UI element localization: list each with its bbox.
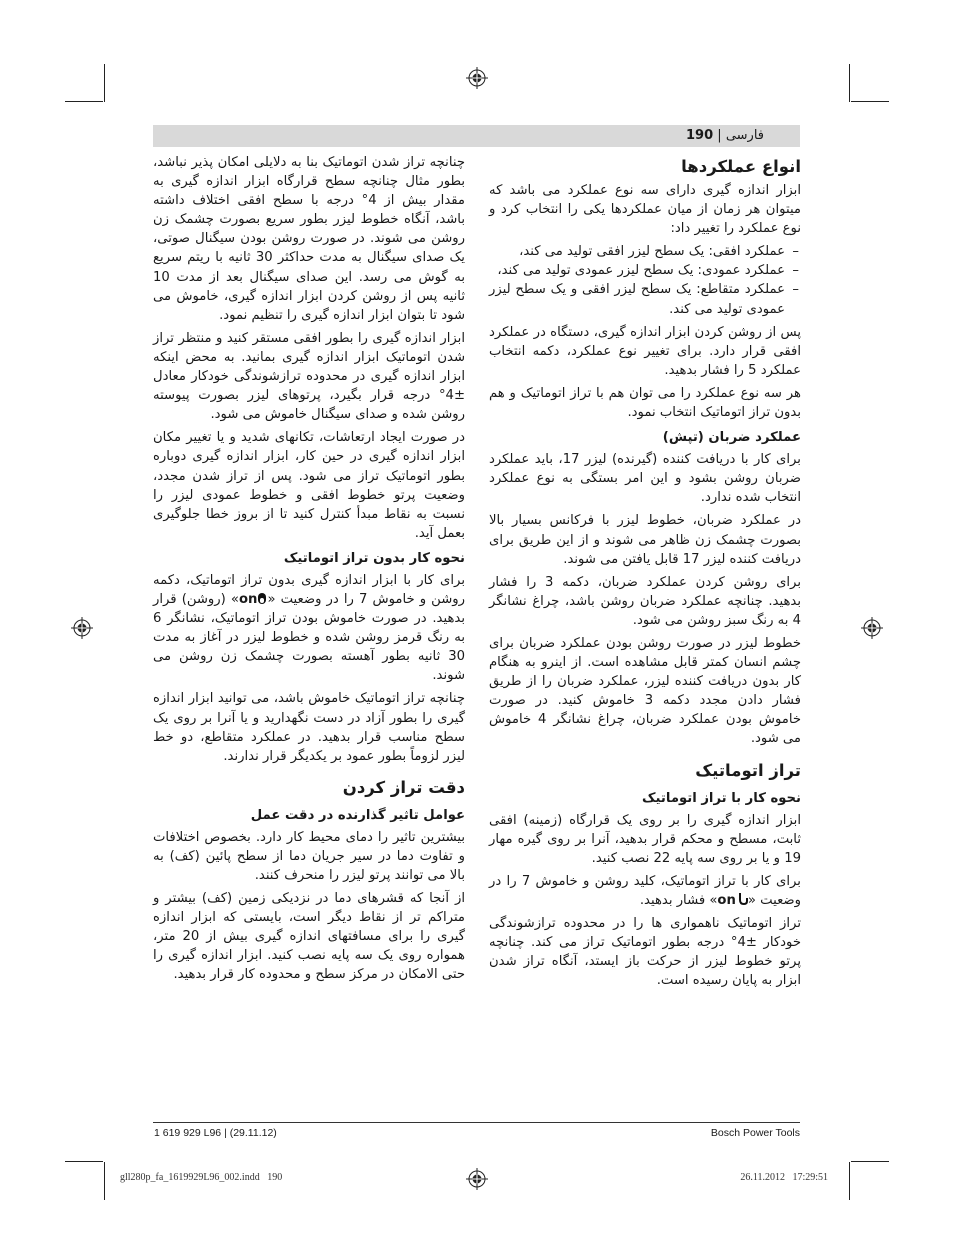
paragraph-pulse-2: در عملکرد ضربان، خطوط لیزر با فرکانس بسیار بالا بصورت چشمک زن ظاهر می شوند و از این طریق برای دریافت کننده لیزر 17 قابل یافتن می شوند.	[489, 513, 801, 567]
paragraph-no-auto-2: چنانچه تراز اتوماتیک خاموش باشد، می توانید ابزار اندازه گیری را بطور آزاد در دست نگهدارید و یا آنرا بر روی یک سطح مناسب قرار بدهید. در عملکرد متقاطع، دو خط لیزر لزوماً بطور عمود بر یکدیگر قرار ندارند.	[153, 691, 465, 764]
footer-divider	[153, 1122, 800, 1123]
crop-mark	[849, 1162, 850, 1200]
heading-auto-work: نحوه کار با تراز اتوماتیک	[642, 790, 801, 806]
modes-list	[489, 242, 801, 318]
paragraph-temperature: بیشترین تاثیر را دمای محیط کار دارد. بخصوص اختلافات و تفاوت دما در سیر جریان دما از سطح پائین (کف) به بالا می توانند پرتو لیزر را منحرف کنند.	[153, 829, 465, 883]
crop-mark	[851, 1161, 889, 1162]
registration-mark-icon	[466, 1168, 488, 1190]
paragraph-no-level: چنانچه تراز شدن اتوماتیک بنا به دلایلی امکان پذیر نباشد، بطور مثال چنانچه سطح قرارگاه ابزار اندازه گیری به مقدار بیش از 4° درجه با سطح افقی اختلاف داشته باشد، آنگاه خطوط لیزر بطور سریع بصورت چشمک زن روشن می شوند. در صورت روشن بودن سیگنال صوتی، یک صدای سیگنال به مدت حداکثر 30 ثانیه با ریتم سریع به گوش می رسد. این صدای سیگنال بعد از مدت 10 ثانیه پس از روشن کردن ابزار اندازه گیری، خاموش می شود تا بتوان ابزار اندازه گیری را تنظیم نمود.	[153, 155, 465, 323]
on-symbol	[239, 590, 267, 609]
paragraph-modes-intro: ابزار اندازه گیری دارای سه نوع عملکرد می باشد که میتوان هر زمان از میان عملکردها یکی را انتخاب کرد و نوع عملکرد را تغییر داد:	[489, 183, 801, 237]
paragraph-no-auto-1-end: » (روشن) قرار بدهید. در صورت خاموش بودن تراز اتوماتیک، نشانگر 6 به رنگ قرمز روشن شده و خطوط لیزر در آغاز به مدت 30 ثانیه بطور آهسته بصورت چشمک زن روشن می شوند.	[153, 591, 465, 684]
paragraph-auto-1: ابزار اندازه گیری را بر روی یک قرارگاه (زمینه) افقی ثابت، مسطح و محکم قرار بدهید، آنرا بر روی گیره مهار 19 و یا بر روی سه پایه 22 نصب کنید.	[489, 812, 801, 866]
paragraph-no-auto-1	[153, 571, 465, 686]
slug-timestamp: 26.11.2012 17:29:51	[740, 1172, 828, 1183]
header-text	[686, 128, 764, 143]
paragraph-auto-2-start: برای کار با تراز اتوماتیک، کلید روشن و خاموش 7 را در وضعیت «	[489, 873, 801, 908]
on-off-button-icon	[257, 592, 267, 605]
paragraph-all-modes: هر سه نوع عملکرد را می توان هم با تراز اتوماتیک و هم بدون تراز اتوماتیک انتخاب نمود.	[489, 385, 801, 421]
list-item-text: عملکرد عمودی: یک سطح لیزر عمودی تولید می کند،	[497, 263, 785, 279]
on-symbol	[717, 891, 747, 910]
paragraph-place-horizontal: ابزار اندازه گیری را بطور افقی مستقر کنید و منتظر تراز شدن اتوماتیک ابزار اندازه گیری بمانید. به محض اینکه ابزار اندازه گیری در محدوده ترازشوندگی خودکار معادل ±4° درجه قرار بگیرد، پرتوهای لیزر بصورت پیوسته روشن شده و صدای سیگنال خاموش می شود.	[153, 330, 465, 423]
header-language: فارسی	[725, 128, 764, 143]
list-item	[489, 242, 801, 261]
slug-filename: gll280p_fa_1619929L96_002.indd 190	[120, 1172, 283, 1183]
registration-mark-icon	[466, 67, 488, 89]
heading-factors: عوامل تاثیر گذارنده در دقت عمل	[250, 807, 465, 823]
header-separator: |	[717, 128, 722, 143]
paragraph-pulse-1: برای کار با دریافت کننده (گیرنده) لیزر 17، باید عملکرد ضربان روشن بشود و این امر بستگی به نوع عملکرد انتخاب شده ندارد.	[489, 452, 801, 506]
right-column	[489, 153, 801, 994]
on-label: on	[717, 892, 736, 908]
list-dash: –	[792, 282, 799, 298]
paragraph-after-on: پس از روشن کردن ابزار اندازه گیری، دستگاه در عملکرد افقی قرار دارد. برای تغییر نوع عملکرد، دکمه انتخاب عملکرد 5 را فشار بدهید.	[489, 324, 801, 378]
on-label: on	[238, 591, 258, 607]
heading-pulse: عملکرد ضربان (تپش)	[662, 430, 801, 446]
crop-mark	[65, 1161, 103, 1162]
list-dash: –	[792, 244, 799, 260]
footer-doc-number: 1 619 929 L96 | (29.11.12)	[154, 1127, 277, 1139]
paragraph-pulse-3: برای روشن کردن عملکرد ضربان، دکمه 3 را فشار بدهید. چنانچه عملکرد ضربان روشن باشد، چراغ نشانگر 4 به رنگ سبز روشن می شود.	[489, 574, 802, 628]
list-item	[489, 261, 801, 280]
hand-pointer-icon	[736, 892, 748, 906]
list-item-text: عملکرد متقاطع: یک سطح لیزر افقی و یک سطح لیزر عمودی تولید می کند.	[489, 282, 785, 317]
heading-no-auto: نحوه کار بدون تراز اتوماتیک	[283, 550, 465, 566]
paragraph-no-auto-1-start: برای کار با ابزار اندازه گیری بدون تراز اتوماتیک، دکمه روشن و خاموش 7 را در وضعیت «	[153, 572, 465, 607]
list-dash: –	[792, 263, 799, 279]
registration-mark-icon	[71, 617, 93, 639]
page-number: 190	[686, 128, 714, 143]
crop-mark	[849, 64, 850, 102]
heading-auto-level: تراز اتوماتیک	[695, 760, 801, 780]
heading-accuracy: دقت تراز کردن	[342, 777, 465, 797]
paragraph-tripod: از آنجا که قشرهای دما در نزدیکی زمین (کف) بیشتر و متراکم تر از نقاط دیگر است، بایستی که ابزار اندازه گیری را برای مسافتهای اندازه گیری بیش از 20 متر، همواره روی یک سه پایه نصب کنید. ابزار اندازه گیری را حتی الامکان در مرکز سطح و محدوده کار قرار بدهید.	[153, 891, 465, 983]
left-column	[153, 153, 465, 989]
crop-mark	[851, 101, 889, 102]
paragraph-vibrations: در صورت ایجاد ارتعاشات، تکانهای شدید و یا تغییر مکان ابزار اندازه گیری در حین کار، ابزار اندازه گیری دوباره بطور اتوماتیک تراز می شود. پس از تراز شدن مجدد، وضعیت پرتو خطوط افقی و خطوط عمودی لیزر را نسبت به نقاط مبدأ کنترل کنید تا از بروز خطا جلوگیری بعمل آید.	[153, 430, 465, 541]
crop-mark	[104, 1162, 105, 1200]
crop-mark	[104, 64, 105, 102]
paragraph-auto-2-end: » فشار بدهید.	[639, 892, 718, 908]
page-header	[153, 125, 800, 147]
paragraph-pulse-4: خطوط لیزر در صورت روشن بودن عملکرد ضربان برای چشم انسان کمتر قابل مشاهده است. از اینرو به هنگام کار بدون دریافت کننده لیزر، عملکرد ضربان را از طریق فشار دادن مجدد دکمه 3 خاموش کنید. در صورت خاموش بودن عملکرد ضربان، چراغ نشانگر 4 خاموش می شود.	[489, 635, 802, 747]
paragraph-auto-3: تراز اتوماتیک ناهمواری ها را در محدوده ترازشوندگی خودکار ±4° درجه بطور اتوماتیک تراز می کند. چنانچه پرتو خطوط لیزر از حرکت باز ایستد، آنگاه تراز شدن ابزار به پایان رسیده است.	[489, 916, 801, 989]
heading-modes: انواع عملکردها	[681, 157, 801, 176]
footer-brand: Bosch Power Tools	[710, 1127, 800, 1139]
paragraph-auto-2	[489, 872, 801, 910]
list-item	[489, 280, 801, 318]
registration-mark-icon	[861, 617, 883, 639]
crop-mark	[65, 101, 103, 102]
list-item-text: عملکرد افقی: یک سطح لیزر افقی تولید می کند،	[519, 244, 785, 260]
